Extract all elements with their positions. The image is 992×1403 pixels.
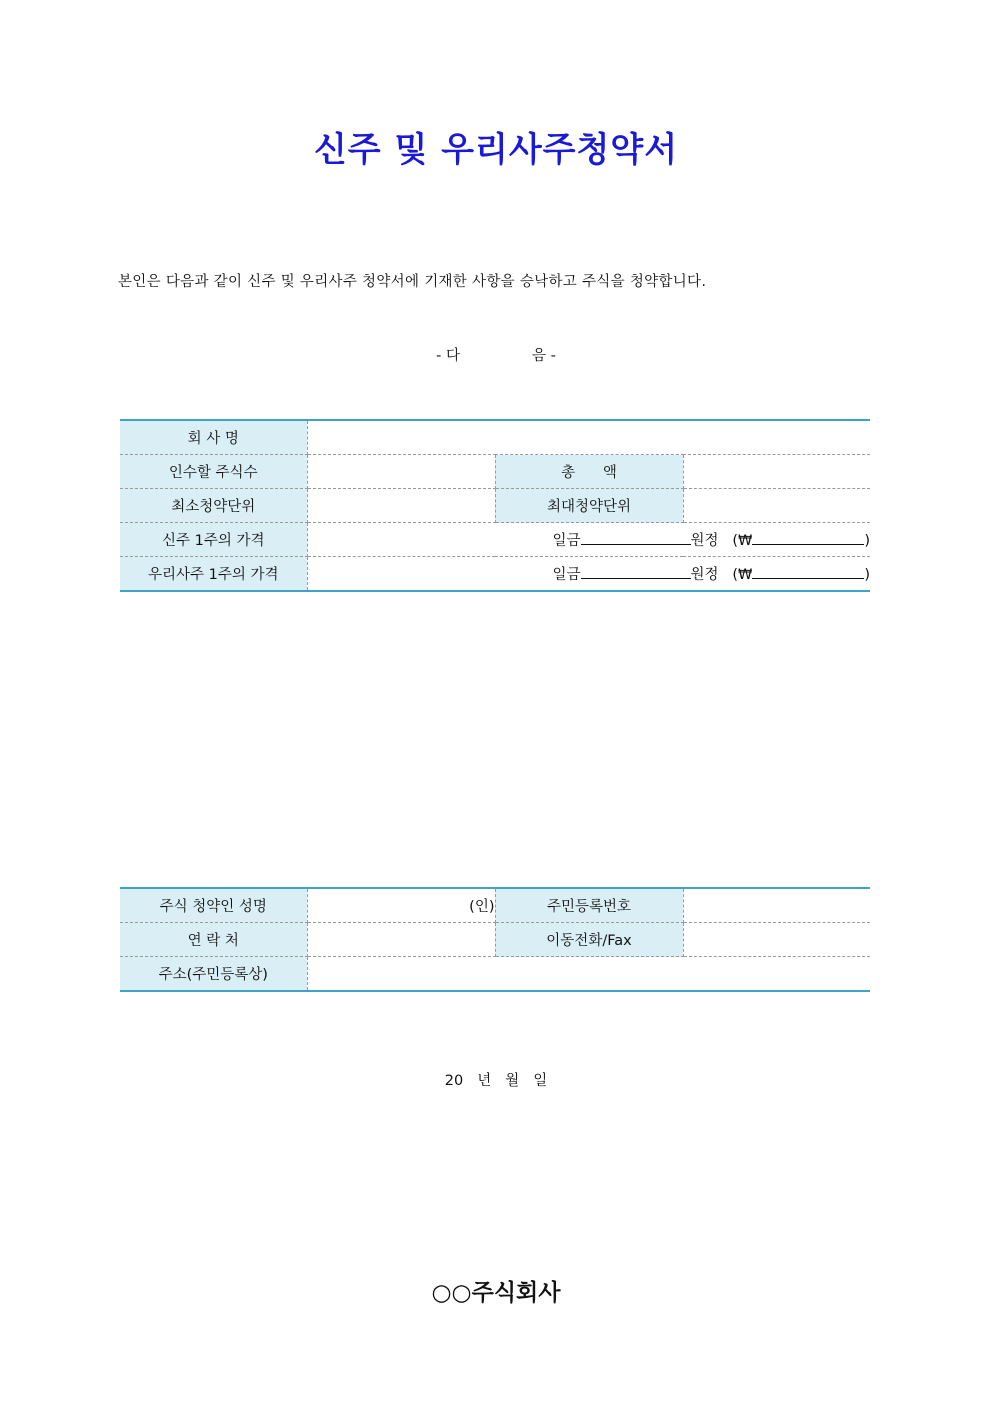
- max-unit-field[interactable]: [683, 489, 870, 523]
- won-open-text: (₩: [732, 567, 753, 583]
- ilgeum-text: 일금: [552, 567, 581, 583]
- ilgeum-text: 일금: [552, 533, 581, 549]
- table-row: [120, 888, 870, 923]
- document-title: 신주 및 우리사주청약서: [313, 130, 679, 170]
- min-unit-field[interactable]: [307, 489, 495, 523]
- subscriber-name-label: 주식 청약인 성명: [120, 888, 307, 923]
- daeum-left: - 다: [436, 348, 460, 364]
- shares-label: 인수할 주식수: [120, 455, 307, 489]
- date-year: 20: [444, 1073, 464, 1089]
- contact-label: 연 락 처: [120, 923, 307, 957]
- mobile-fax-label: 이동전화/Fax: [495, 923, 683, 957]
- esop-price-field[interactable]: [307, 557, 870, 592]
- table-row: [120, 420, 870, 455]
- contact-field[interactable]: [307, 923, 495, 957]
- table-row: [120, 489, 870, 523]
- shares-field[interactable]: [307, 455, 495, 489]
- wonjeong-text: 원정: [690, 533, 719, 549]
- total-amount-label: 총 액: [495, 455, 683, 489]
- subscriber-name-field[interactable]: [307, 888, 495, 923]
- table-row: [120, 523, 870, 557]
- amount-blank[interactable]: [581, 564, 691, 579]
- address-field[interactable]: [307, 957, 870, 992]
- address-label: 주소(주민등록상): [120, 957, 307, 992]
- date-line: [0, 1069, 992, 1090]
- table-row: [120, 923, 870, 957]
- table-row: [120, 957, 870, 992]
- intro-text: 본인은 다음과 같이 신주 및 우리사주 청약서에 기재한 사항을 승낙하고 주식을 청약합니다.: [118, 274, 707, 290]
- daeum-heading: [0, 344, 992, 365]
- subscriber-table: [120, 887, 870, 992]
- amount-blank[interactable]: [581, 530, 691, 545]
- resident-number-label: 주민등록번호: [495, 888, 683, 923]
- daeum-right: 음 -: [532, 348, 556, 364]
- resident-number-field[interactable]: [683, 888, 870, 923]
- seal-mark: (인): [469, 899, 495, 915]
- company-name-field[interactable]: [307, 420, 870, 455]
- max-unit-label: 최대청약단위: [495, 489, 683, 523]
- min-unit-label: 최소청약단위: [120, 489, 307, 523]
- date-day-unit: 일: [533, 1073, 548, 1089]
- new-share-price-label: 신주 1주의 가격: [120, 523, 307, 557]
- esop-price-label: 우리사주 1주의 가격: [120, 557, 307, 592]
- new-share-price-field[interactable]: [307, 523, 870, 557]
- won-open-text: (₩: [732, 533, 753, 549]
- company-name-label: 회 사 명: [120, 420, 307, 455]
- subscription-table: [120, 419, 870, 592]
- date-year-unit: 년: [477, 1073, 492, 1089]
- won-blank[interactable]: [752, 564, 864, 579]
- won-close-text: ): [864, 533, 871, 549]
- company-name: ○○주식회사: [431, 1280, 561, 1306]
- wonjeong-text: 원정: [690, 567, 719, 583]
- table-row: [120, 455, 870, 489]
- won-blank[interactable]: [752, 530, 864, 545]
- won-close-text: ): [864, 567, 871, 583]
- mobile-fax-field[interactable]: [683, 923, 870, 957]
- date-month-unit: 월: [505, 1073, 520, 1089]
- total-amount-field[interactable]: [683, 455, 870, 489]
- table-row: [120, 557, 870, 592]
